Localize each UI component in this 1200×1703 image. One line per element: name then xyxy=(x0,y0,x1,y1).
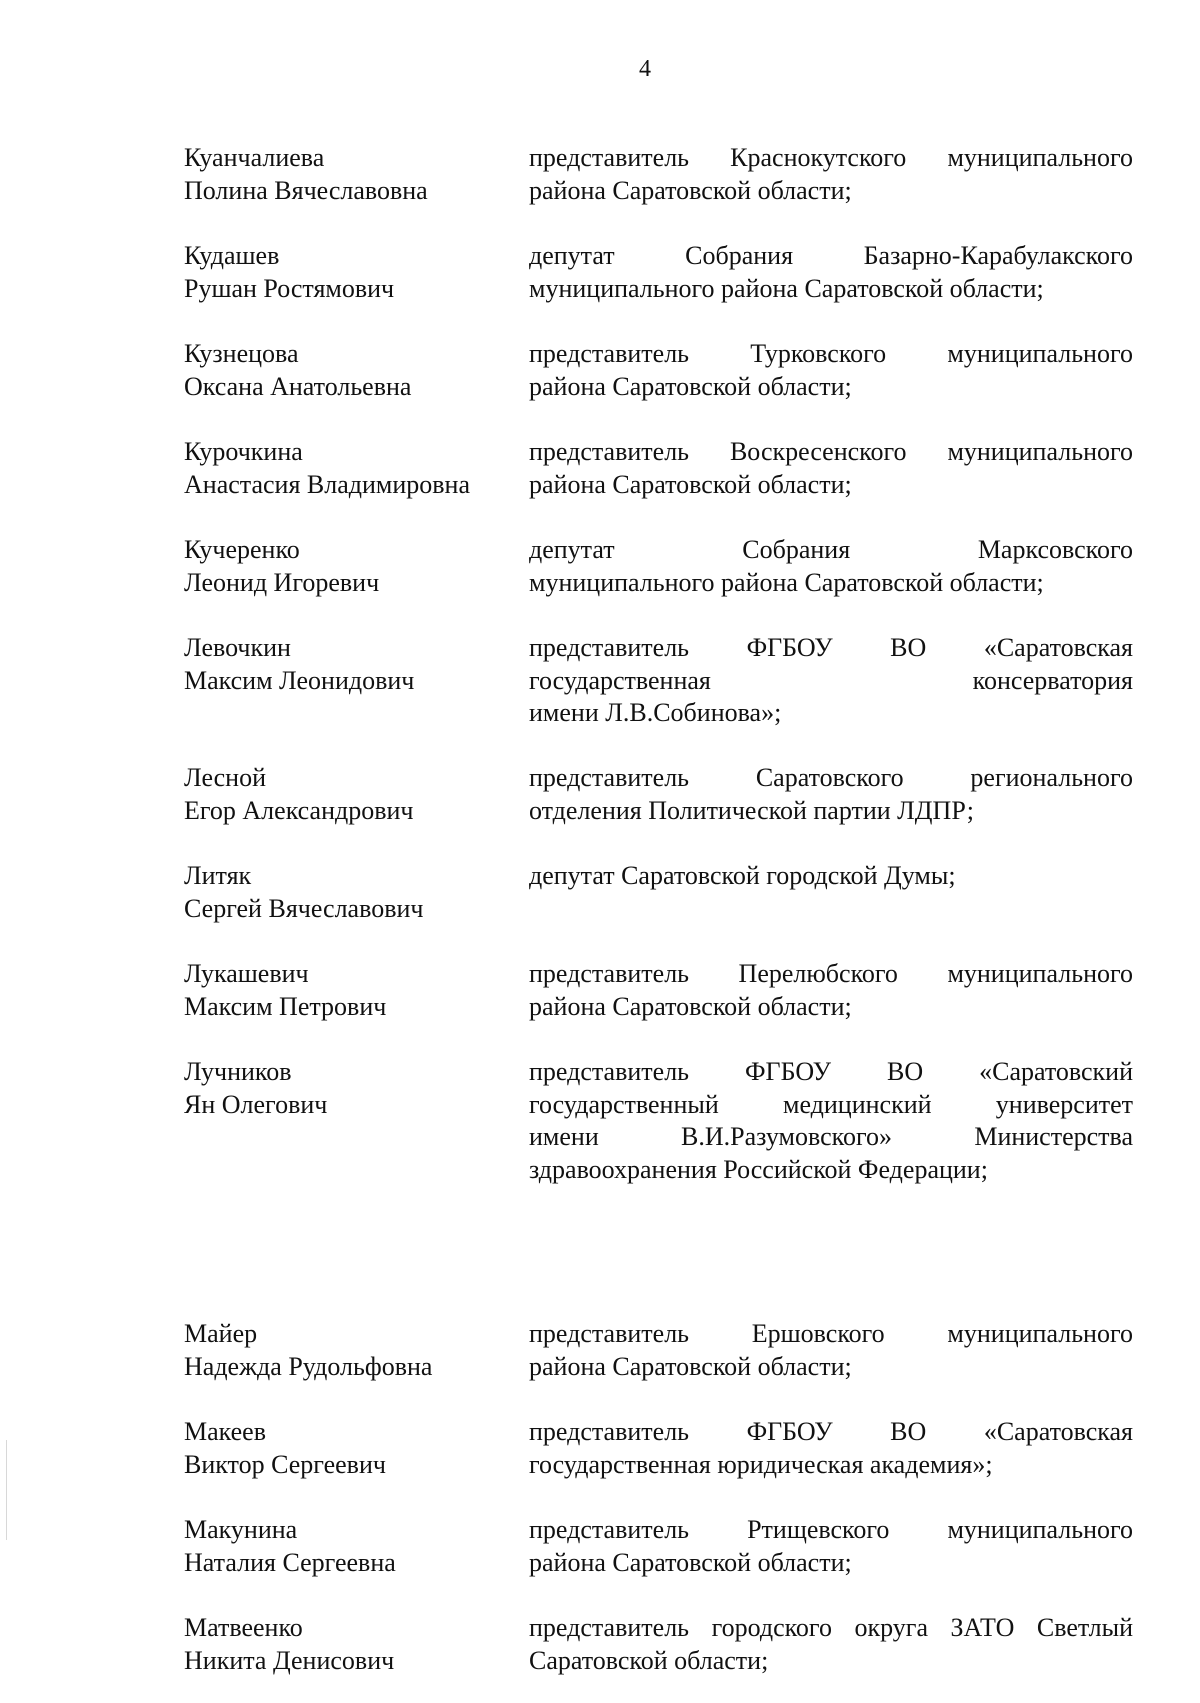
member-given-names: Виктор Сергеевич xyxy=(184,1449,386,1479)
member-given-names: Наталия Сергеевна xyxy=(184,1547,396,1577)
member-surname: Лесной xyxy=(184,763,267,792)
description-line: представитель Перелюбского муниципального xyxy=(529,959,1133,988)
member-description xyxy=(529,436,1133,501)
member-description xyxy=(529,958,1133,1023)
description-line: депутат Собрания Марксовского xyxy=(529,535,1133,564)
member-surname: Левочкин xyxy=(184,633,291,662)
member-surname: Майер xyxy=(184,1319,258,1348)
member-given-names: Надежда Рудольфовна xyxy=(184,1351,433,1381)
description-line: муниципального района Саратовской области; xyxy=(529,273,1044,303)
member-name xyxy=(184,338,514,403)
description-line: представитель Ртищевского муниципального xyxy=(529,1515,1133,1544)
scan-edge-artifact xyxy=(6,1440,7,1540)
member-given-names: Леонид Игоревич xyxy=(184,567,380,597)
page-number: 4 xyxy=(639,56,651,82)
member-surname: Макунина xyxy=(184,1515,298,1544)
description-line: муниципального района Саратовской области; xyxy=(529,567,1044,597)
member-given-names: Ян Олегович xyxy=(184,1089,328,1119)
description-line: представитель городского округа ЗАТО Светлый xyxy=(529,1613,1133,1642)
description-line: представитель ФГБОУ ВО «Саратовская xyxy=(529,1417,1133,1446)
description-line: района Саратовской области; xyxy=(529,469,852,499)
member-name xyxy=(184,240,514,305)
member-surname: Макеев xyxy=(184,1417,266,1446)
member-surname: Курочкина xyxy=(184,437,303,466)
member-name xyxy=(184,958,514,1023)
member-given-names: Егор Александрович xyxy=(184,795,414,825)
member-name xyxy=(184,1416,514,1481)
description-line: здравоохранения Российской Федерации; xyxy=(529,1154,988,1184)
member-given-names: Сергей Вячеславович xyxy=(184,893,424,923)
description-line: имени В.И.Разумовского» Министерства xyxy=(529,1122,1133,1151)
member-name xyxy=(184,1056,514,1121)
description-line: депутат Саратовской городской Думы; xyxy=(529,861,956,890)
description-line: представитель ФГБОУ ВО «Саратовская xyxy=(529,633,1133,662)
description-line: района Саратовской области; xyxy=(529,175,852,205)
description-line: района Саратовской области; xyxy=(529,991,852,1021)
description-line: государственная юридическая академия»; xyxy=(529,1449,993,1479)
member-description xyxy=(529,142,1133,207)
member-description xyxy=(529,1612,1133,1677)
member-description xyxy=(529,632,1133,730)
description-line: представитель Турковского муниципального xyxy=(529,339,1133,368)
member-name xyxy=(184,632,514,697)
member-surname: Кудашев xyxy=(184,241,280,270)
member-description xyxy=(529,1056,1133,1186)
member-description xyxy=(529,1416,1133,1481)
member-description xyxy=(529,860,1133,893)
member-surname: Куанчалиева xyxy=(184,143,325,172)
member-surname: Матвеенко xyxy=(184,1613,303,1642)
member-given-names: Максим Петрович xyxy=(184,991,387,1021)
description-line: представитель ФГБОУ ВО «Саратовский xyxy=(529,1057,1133,1086)
member-name xyxy=(184,762,514,827)
member-given-names: Анастасия Владимировна xyxy=(184,469,470,499)
description-line: государственная консерватория xyxy=(529,665,1133,695)
description-line: Саратовской области; xyxy=(529,1645,769,1675)
member-description xyxy=(529,1318,1133,1383)
description-line: представитель Воскресенского муниципального xyxy=(529,437,1133,466)
description-line: имени Л.В.Собинова»; xyxy=(529,698,782,727)
member-given-names: Максим Леонидович xyxy=(184,665,415,695)
member-description xyxy=(529,762,1133,827)
member-given-names: Оксана Анатольевна xyxy=(184,371,412,401)
description-line: представитель Краснокутского муниципального xyxy=(529,143,1133,172)
member-name xyxy=(184,436,514,501)
description-line: района Саратовской области; xyxy=(529,371,852,401)
description-line: представитель Саратовского регионального xyxy=(529,763,1133,792)
member-surname: Лукашевич xyxy=(184,959,309,988)
description-line: представитель Ершовского муниципального xyxy=(529,1319,1133,1348)
member-name xyxy=(184,1612,514,1677)
member-surname: Литяк xyxy=(184,861,252,890)
member-name xyxy=(184,860,514,925)
member-given-names: Никита Денисович xyxy=(184,1645,395,1675)
member-surname: Кучеренко xyxy=(184,535,300,564)
member-surname: Лучников xyxy=(184,1057,292,1086)
member-name xyxy=(184,1318,514,1383)
member-name xyxy=(184,534,514,599)
member-given-names: Полина Вячеславовна xyxy=(184,175,428,205)
member-given-names: Рушан Ростямович xyxy=(184,273,395,303)
member-description xyxy=(529,240,1133,305)
member-description xyxy=(529,1514,1133,1579)
member-name xyxy=(184,142,514,207)
description-line: района Саратовской области; xyxy=(529,1547,852,1577)
description-line: района Саратовской области; xyxy=(529,1351,852,1381)
member-surname: Кузнецова xyxy=(184,339,299,368)
description-line: депутат Собрания Базарно-Карабулакского xyxy=(529,241,1133,270)
description-line: государственный медицинский университет xyxy=(529,1089,1133,1119)
member-name xyxy=(184,1514,514,1579)
description-line: отделения Политической партии ЛДПР; xyxy=(529,795,974,825)
member-description xyxy=(529,534,1133,599)
member-description xyxy=(529,338,1133,403)
